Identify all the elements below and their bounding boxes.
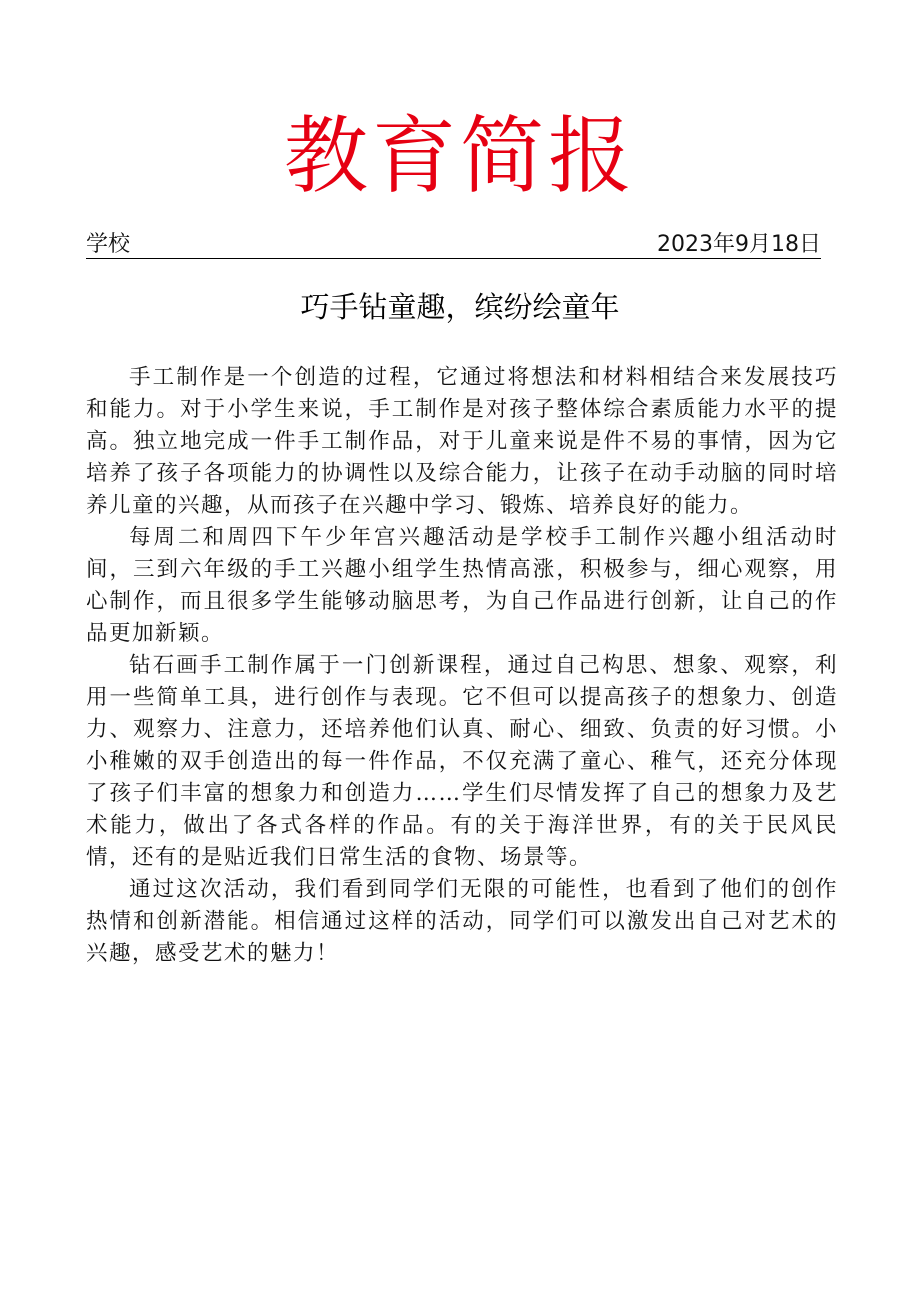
article-body <box>86 362 838 970</box>
bulletin-masthead-title: 教育简报 <box>283 107 636 205</box>
bulletin-info-bar <box>86 232 821 259</box>
school-label: 学校 <box>86 232 131 257</box>
article-paragraph: 钻石画手工制作属于一门创新课程，通过自己构思、想象、观察，利用一些简单工具，进行创作与表现。它不但可以提高孩子的想象力、创造力、观察力、注意力，还培养他们认真、耐心、细致、负责的好习惯。小小稚嫩的双手创造出的每一件作品，不仅充满了童心、稚气，还充分体现了孩子们丰富的想象力和创造力……学生们尽情发挥了自己的想象力及艺术能力，做出了各式各样的作品。有的关于海洋世界，有的关于民风民情，还有的是贴近我们日常生活的食物、场景等。 <box>86 653 838 870</box>
article-paragraph: 每周二和周四下午少年宫兴趣活动是学校手工制作兴趣小组活动时间，三到六年级的手工兴趣小组学生热情高涨，积极参与，细心观察，用心制作，而且很多学生能够动脑思考，为自己作品进行创新，让自己的作品更加新颖。 <box>86 525 838 646</box>
article-paragraph: 手工制作是一个创造的过程，它通过将想法和材料相结合来发展技巧和能力。对于小学生来说，手工制作是对孩子整体综合素质能力水平的提高。独立地完成一件手工制作品，对于儿童来说是件不易的事情，因为它培养了孩子各项能力的协调性以及综合能力，让孩子在动手动脑的同时培养儿童的兴趣，从而孩子在兴趣中学习、锻炼、培养良好的能力。 <box>86 365 838 518</box>
article-headline: 巧手钻童趣，缤纷绘童年 <box>300 290 620 324</box>
issue-date: 2023年9月18日 <box>657 232 821 257</box>
article-paragraph: 通过这次活动，我们看到同学们无限的可能性，也看到了他们的创作热情和创新潜能。相信通过这样的活动，同学们可以激发出自己对艺术的兴趣，感受艺术的魅力！ <box>86 877 838 966</box>
